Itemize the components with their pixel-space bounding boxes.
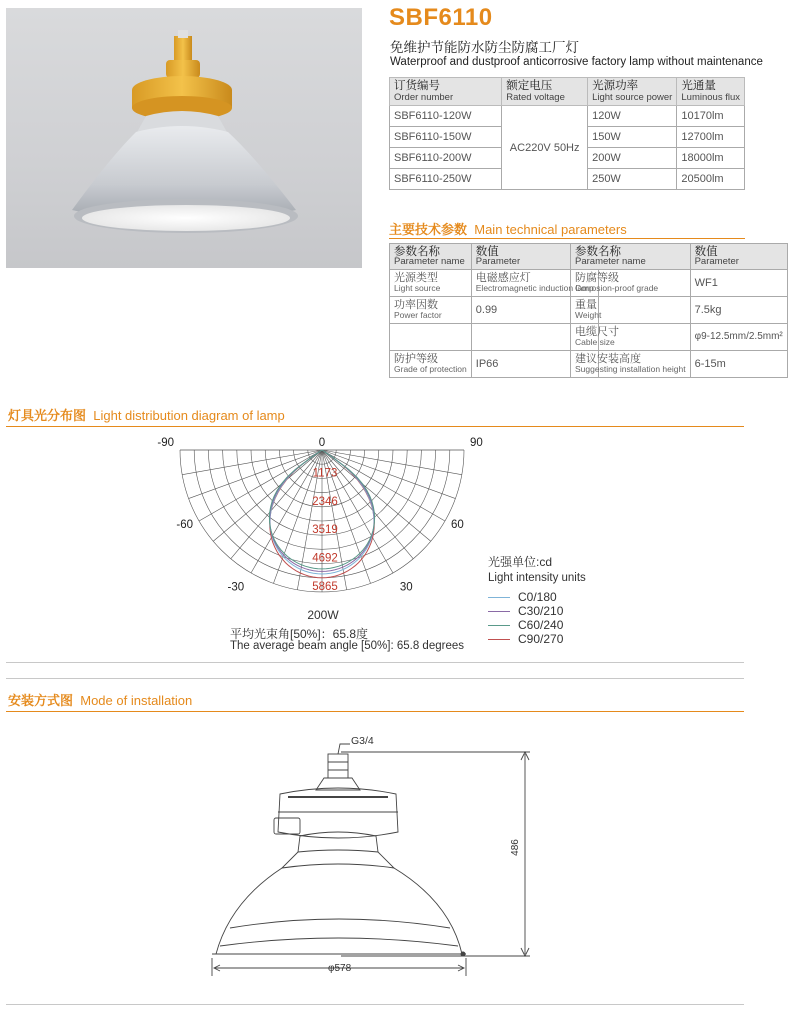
table-row (390, 351, 599, 378)
model-number: SBF6110 (389, 4, 493, 31)
beam-angle-cn: 平均光束角[50%]：65.8度 (230, 627, 369, 641)
param-value: 7.5kg (690, 297, 787, 324)
col-order-header: 订货编号 Order number (390, 78, 502, 106)
order-cell: SBF6110-250W (390, 169, 502, 190)
param-name: 重量 Weight (571, 297, 691, 324)
ring-label: 3519 (312, 524, 338, 537)
legend-item: C60/240 (488, 618, 586, 632)
height-label: 486 (509, 839, 521, 856)
power-cell: 120W (588, 106, 677, 127)
angle-label: 90 (470, 437, 483, 449)
legend-item: C0/180 (488, 590, 586, 604)
params-table-right (570, 243, 788, 378)
ring-label: 5865 (312, 581, 338, 593)
ring-label: 1173 (312, 467, 338, 480)
section-divider (6, 662, 744, 663)
param-name: 电缆尺寸 Cable size (571, 324, 691, 351)
param-name-header: 参数名称 Parameter name (390, 244, 472, 270)
section-divider (389, 238, 745, 239)
installation-heading: 安装方式图 Mode of installation (8, 693, 193, 708)
legend-item: C90/270 (488, 632, 586, 646)
polar-diagram (150, 430, 495, 615)
table-row (571, 297, 788, 324)
units-en: Light intensity units (488, 572, 586, 584)
product-title-cn: 免维护节能防水防尘防腐工厂灯 (390, 40, 579, 55)
col-flux-header: 光通量 Luminous flux (677, 78, 745, 106)
section-divider (6, 711, 744, 712)
angle-label: -90 (157, 437, 174, 449)
order-cell: SBF6110-200W (390, 148, 502, 169)
diameter-label: φ578 (328, 963, 352, 974)
order-cell: SBF6110-150W (390, 127, 502, 148)
section-divider (6, 426, 744, 427)
table-row (571, 351, 788, 378)
angle-label: 0 (318, 437, 326, 449)
section-divider (6, 1004, 744, 1005)
section-divider (6, 678, 744, 679)
flux-cell: 18000lm (677, 148, 745, 169)
table-row (571, 270, 788, 297)
product-title-en: Waterproof and dustproof anticorrosive factory lamp without maintenance (390, 56, 763, 68)
product-photo (6, 8, 362, 268)
table-row (390, 324, 599, 351)
flux-cell: 20500lm (677, 169, 745, 190)
param-name-header: 参数名称 Parameter name (571, 244, 691, 270)
power-cell: 150W (588, 127, 677, 148)
param-value-header: 数值 Parameter (690, 244, 787, 270)
power-cell: 200W (588, 148, 677, 169)
flux-cell: 12700lm (677, 127, 745, 148)
param-value: φ9-12.5mm/2.5mm² (690, 324, 787, 351)
param-value: 6-15m (690, 351, 787, 378)
table-row (571, 324, 788, 351)
angle-label: 60 (450, 519, 464, 532)
installation-drawing (200, 732, 550, 982)
param-name: 建议安装高度 Suggesting installation height (571, 351, 691, 378)
table-row (390, 106, 745, 127)
col-power-header: 光源功率 Light source power (588, 78, 677, 106)
param-name (390, 324, 472, 351)
angle-label: -60 (176, 519, 194, 532)
thread-label: G3/4 (351, 735, 374, 747)
params-table-left (389, 243, 599, 378)
flux-cell: 10170lm (677, 106, 745, 127)
param-value: 0.99 (471, 297, 598, 324)
lamp-photo-graphic (6, 8, 362, 268)
param-value: WF1 (690, 270, 787, 297)
distribution-heading: 灯具光分布图 Light distribution diagram of lamp (8, 408, 285, 423)
table-row (390, 270, 599, 297)
param-name: 功率因数 Power factor (390, 297, 472, 324)
param-value-header: 数值 Parameter (471, 244, 598, 270)
param-name: 防护等级 Grade of protection (390, 351, 472, 378)
table-row (390, 297, 599, 324)
main-params-heading: 主要技术参数 Main technical parameters (389, 222, 627, 237)
param-value: 电磁感应灯 Electromagnetic induction lamp (471, 270, 598, 297)
ring-label: 2346 (312, 495, 338, 508)
spec-table (389, 77, 745, 190)
angle-label: 30 (399, 581, 413, 594)
param-name: 光源类型 Light source (390, 270, 472, 297)
ring-label: 4692 (312, 552, 338, 565)
power-label: 200W (307, 608, 339, 622)
intensity-legend (488, 553, 586, 646)
param-value: IP66 (471, 351, 598, 378)
legend-item: C30/210 (488, 604, 586, 618)
power-cell: 250W (588, 169, 677, 190)
param-name: 防腐等级 Corrosion-proof grade (571, 270, 691, 297)
order-cell: SBF6110-120W (390, 106, 502, 127)
units-cn: 光强单位:cd (488, 555, 553, 569)
col-voltage-header: 额定电压 Rated voltage (502, 78, 588, 106)
angle-label: -30 (227, 581, 245, 594)
beam-angle-en: The average beam angle [50%]: 65.8 degrees (230, 640, 464, 652)
voltage-cell: AC220V 50Hz (502, 106, 588, 190)
